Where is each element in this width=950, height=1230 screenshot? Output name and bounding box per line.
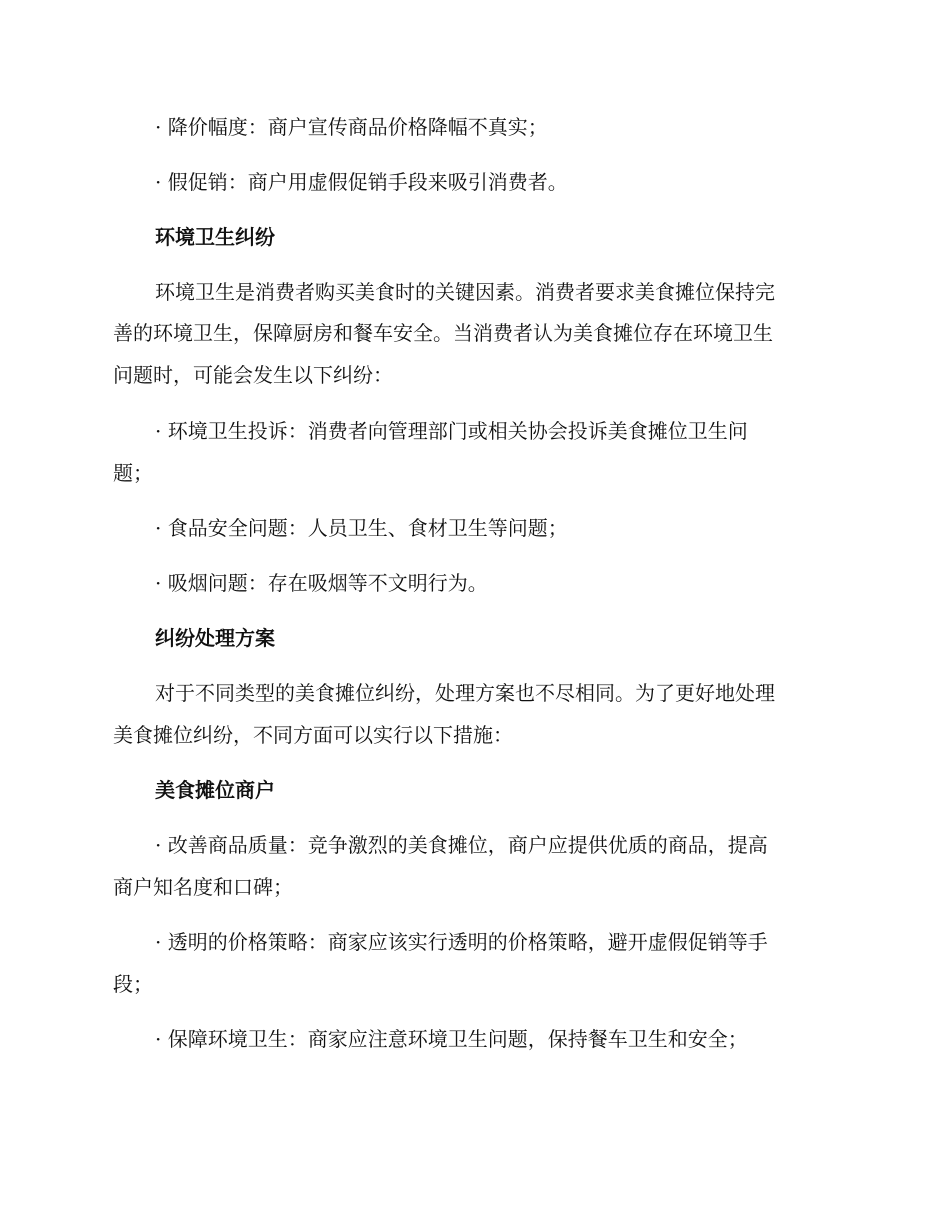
section-heading-resolution: 纠纷处理方案	[155, 626, 275, 650]
bullet-fake-promotion: · 假促销：商户用虚假促销手段来吸引消费者。	[155, 170, 568, 194]
bullet-improve-quality-line-1: · 改善商品质量：竞争激烈的美食摊位，商户应提供优质的商品，提高	[155, 833, 768, 857]
section-heading-merchants: 美食摊位商户	[155, 778, 275, 802]
paragraph-hygiene-line-1: 环境卫生是消费者购买美食时的关键因素。消费者要求美食摊位保持完	[155, 280, 775, 304]
bullet-price-reduction: · 降价幅度：商户宣传商品价格降幅不真实；	[155, 115, 548, 139]
bullet-transparent-pricing-line-1: · 透明的价格策略：商家应该实行透明的价格策略，避开虚假促销等手	[155, 930, 768, 954]
bullet-ensure-hygiene: · 保障环境卫生：商家应注意环境卫生问题，保持餐车卫生和安全；	[155, 1027, 748, 1051]
paragraph-resolution-line-1: 对于不同类型的美食摊位纠纷，处理方案也不尽相同。为了更好地处理	[155, 681, 775, 705]
bullet-hygiene-complaint-line-2: 题；	[113, 461, 153, 485]
bullet-smoking: · 吸烟问题：存在吸烟等不文明行为。	[155, 571, 488, 595]
paragraph-resolution-line-2: 美食摊位纠纷，不同方面可以实行以下措施：	[113, 723, 513, 747]
bullet-transparent-pricing-line-2: 段；	[113, 972, 153, 996]
bullet-hygiene-complaint-line-1: · 环境卫生投诉：消费者向管理部门或相关协会投诉美食摊位卫生问	[155, 419, 748, 443]
paragraph-hygiene-line-2: 善的环境卫生，保障厨房和餐车安全。当消费者认为美食摊位存在环境卫生	[113, 321, 773, 345]
section-heading-hygiene: 环境卫生纠纷	[155, 225, 275, 249]
bullet-food-safety: · 食品安全问题：人员卫生、食材卫生等问题；	[155, 516, 568, 540]
paragraph-hygiene-line-3: 问题时，可能会发生以下纠纷：	[113, 363, 393, 387]
bullet-improve-quality-line-2: 商户知名度和口碑；	[113, 875, 293, 899]
